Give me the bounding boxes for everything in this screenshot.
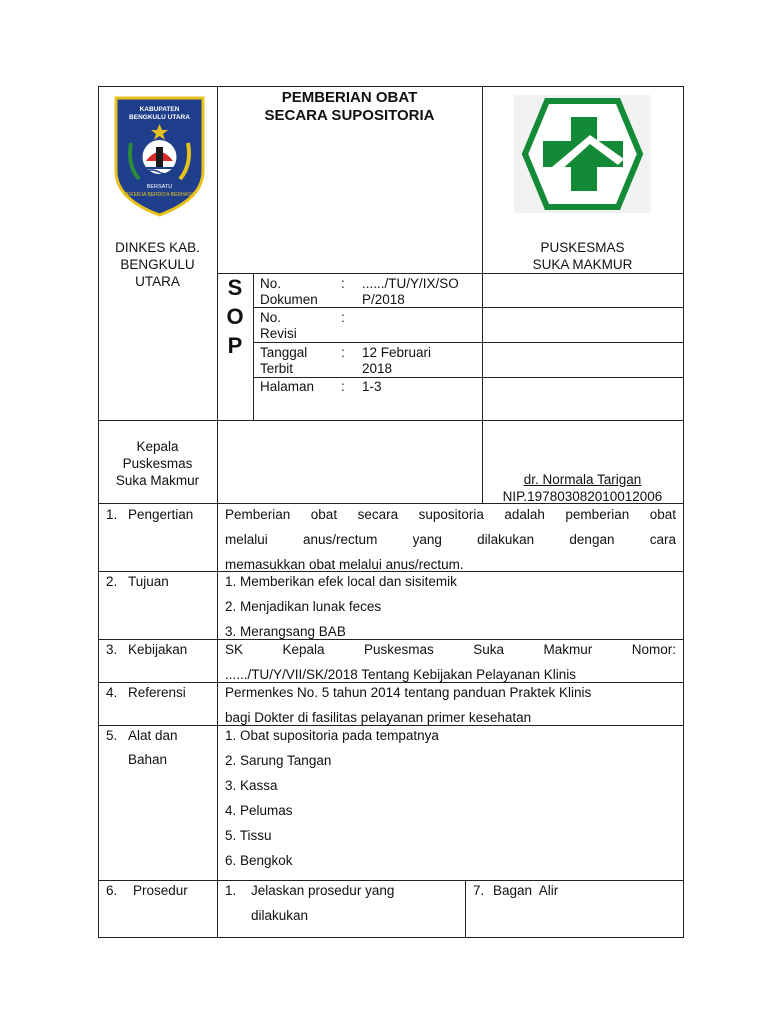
crest-text-top2: BENGKULU UTARA: [129, 114, 190, 121]
sop-row-4-sep: :: [341, 379, 345, 394]
section-1-label: Pengertian: [128, 507, 194, 522]
left-org-line3: UTARA: [135, 274, 180, 289]
sop-row-3-label1: Tanggal: [260, 345, 308, 360]
section-4-num: 4.: [106, 685, 118, 700]
alat-item-4: 4. Pelumas: [225, 803, 293, 818]
left-org-line1: DINKES KAB.: [115, 240, 200, 255]
signatory-name: dr. Normala Tarigan: [523, 472, 642, 487]
approval-left-line3: Suka Makmur: [115, 473, 200, 488]
alat-item-3: 3. Kassa: [225, 778, 278, 793]
prosedur-step-line1: Jelaskan prosedur yang: [251, 883, 395, 898]
section-5-label1: Alat dan: [128, 728, 178, 743]
sop-row-1-label1: No.: [260, 276, 282, 291]
kebijakan-line2: ....../TU/Y/VII/SK/2018 Tentang Kebijakan Pelayanan Klinis: [225, 667, 576, 682]
approval-left-line2: Puskesmas: [122, 456, 193, 471]
section-5-label2: Bahan: [128, 752, 168, 767]
sop-letter-s: S: [227, 275, 243, 300]
pengertian-line3: memasukkan obat melalui anus/rectum.: [225, 557, 464, 572]
sop-row-3-sep: :: [341, 345, 345, 360]
sop-row-1-value2: P/2018: [362, 292, 405, 307]
right-org-line1: PUSKESMAS: [540, 240, 625, 255]
referensi-line2: bagi Dokter di fasilitas pelayanan primer kesehatan: [225, 710, 532, 725]
document-title-line1: PEMBERIAN OBAT: [281, 89, 418, 106]
border-top: [98, 86, 684, 87]
puskesmas-logo-icon: [514, 95, 651, 213]
bagan-alir-num: 7.: [473, 883, 485, 898]
section-6-num: 6.: [106, 883, 118, 898]
prosedur-step-num: 1.: [225, 883, 237, 898]
kebijakan-line1: SK Kepala Puskesmas Suka Makmur Nomor:: [225, 642, 676, 657]
sop-row-1-sep: :: [341, 276, 345, 291]
prosedur-divider: [465, 880, 466, 937]
border-bottom: [98, 937, 684, 938]
sop-letter-divider: [253, 273, 254, 420]
bagan-alir-label: Bagan Alir: [493, 883, 559, 898]
left-org-line2: BENGKULU: [120, 257, 195, 272]
sop-row-4-label1: Halaman: [260, 379, 315, 394]
kabupaten-crest-icon: [113, 95, 206, 217]
section-5-num: 5.: [106, 728, 118, 743]
alat-item-6: 6. Bengkok: [225, 853, 293, 868]
alat-item-2: 2. Sarung Tangan: [225, 753, 332, 768]
alat-item-1: 1. Obat supositoria pada tempatnya: [225, 728, 439, 743]
sop-letter-p: P: [227, 333, 243, 358]
sop-row-3-value2: 2018: [362, 361, 393, 376]
divider-row-2: [98, 639, 684, 640]
border-left: [98, 86, 99, 938]
sop-letter-o: O: [226, 304, 244, 329]
pengertian-line1: Pemberian obat secara supositoria adalah pemberian obat: [225, 507, 676, 522]
crest-text-top1: KABUPATEN: [139, 106, 180, 113]
border-right: [683, 86, 684, 938]
sop-row-1-label2: Dokumen: [260, 292, 318, 307]
pengertian-line2: melalui anus/rectum yang dilakukan dengan cara: [225, 532, 676, 547]
right-org-line2: SUKA MAKMUR: [532, 257, 633, 272]
signatory-nip: NIP.197803082010012006: [502, 489, 663, 504]
section-1-num: 1.: [106, 507, 118, 522]
approval-left-line1: Kepala: [136, 439, 179, 454]
section-3-label: Kebijakan: [128, 642, 188, 657]
sop-row-1-value1: ....../TU/Y/IX/SO: [362, 276, 459, 291]
crest-text-bottom1: BERSATU: [146, 184, 173, 190]
referensi-line1: Permenkes No. 5 tahun 2014 tentang panduan Praktek Klinis: [225, 685, 592, 700]
sop-grid-line-3: [253, 377, 684, 378]
column-divider-main: [217, 86, 218, 938]
tujuan-item-3: 3. Merangsang BAB: [225, 624, 346, 639]
sop-row-3-value1: 12 Februari: [362, 345, 432, 360]
tujuan-item-1: 1. Memberikan efek local dan sisitemik: [225, 574, 457, 589]
section-6-label: Prosedur: [133, 883, 188, 898]
section-3-num: 3.: [106, 642, 118, 657]
section-2-label: Tujuan: [128, 574, 169, 589]
sop-row-3-label2: Terbit: [260, 361, 294, 376]
section-2-num: 2.: [106, 574, 118, 589]
sop-grid-line-2: [253, 342, 684, 343]
prosedur-step-line2: dilakukan: [251, 908, 309, 923]
sop-row-2-label2: Revisi: [260, 326, 297, 341]
section-4-label: Referensi: [128, 685, 186, 700]
sop-row-2-label1: No.: [260, 310, 282, 325]
crest-text-bottom2: BEKERJA BERDO'A BERHASIL: [123, 192, 196, 198]
divider-header-approval: [98, 420, 684, 421]
sop-row-2-sep: :: [341, 310, 345, 325]
tujuan-item-2: 2. Menjadikan lunak feces: [225, 599, 382, 614]
sop-row-4-value1: 1-3: [362, 379, 382, 394]
alat-item-5: 5. Tissu: [225, 828, 272, 843]
document-title-line2: SECARA SUPOSITORIA: [264, 107, 435, 124]
divider-row-5: [98, 880, 684, 881]
